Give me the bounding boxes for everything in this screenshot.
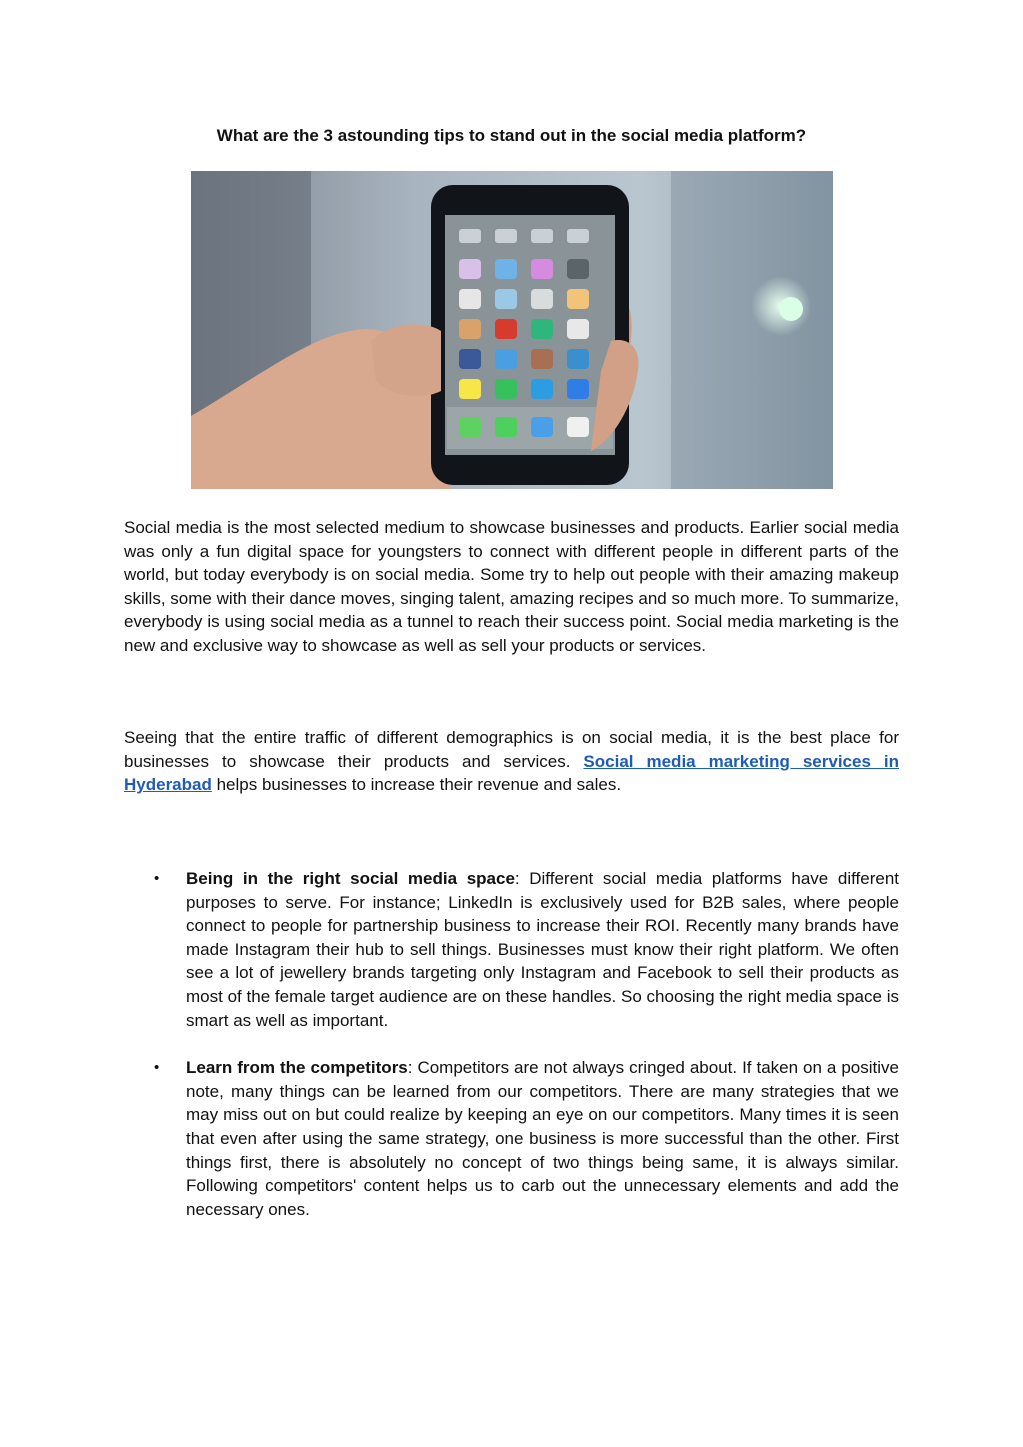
- intro-paragraph: Social media is the most selected medium to showcase businesses and products. Earlier social media was only a fun digital space for youngsters to connect with different people in different parts of the world, but today everybody is on social media. Some try to help out people with their amazing makeup skills, some with their dance moves, singing talent, amazing recipes and so much more. To summarize, everybody is using social media as a tunnel to reach their success point. Social media marketing is the new and exclusive way to showcase as well as sell your products or services.: [124, 518, 899, 655]
- paragraph-text-after-link: helps businesses to increase their revenue and sales.: [211, 775, 622, 795]
- page-title: What are the 3 astounding tips to stand out in the social media platform?: [216, 126, 807, 145]
- social-media-marketing-link[interactable]: Social media marketing services in Hyderabad: [124, 751, 899, 795]
- tip-text: : Competitors are not always cringed about. If taken on a positive note, many things can be learned from our competitors. There are many strategies that we may miss out on but could realize by keeping an eye on our competitors. Many times it is seen that even after using the same strategy, one business is more successful than the other. First things first, there is absolutely no concept of two things being same, it is always similar. Following competitors' content helps us to carb out the unnecessary elements and add the necessary ones.: [186, 1058, 899, 1219]
- paragraph-text-before-link: Seeing that the entire traffic of different demographics is on social media, it is the best place for businesses to showcase their products and services.: [124, 728, 899, 771]
- list-item: [124, 867, 899, 1032]
- tip-heading: Being in the right social media space: [186, 869, 515, 888]
- tip-text: : Different social media platforms have different purposes to serve. For instance; LinkedIn is exclusively used for B2B sales, where people connect to people for partnership business to increase their ROI. Recently many brands have made Instagram their hub to sell things. Businesses must know their right platform. We often see a lot of jewellery brands targeting only Instagram and Facebook to sell their products as most of the female target audience are on these handles. So choosing the right media space is smart as well as important.: [186, 869, 899, 1030]
- tip-heading: Learn from the competitors: [186, 1058, 408, 1078]
- smartphone-photo: [191, 171, 833, 489]
- second-paragraph: [124, 726, 899, 797]
- list-item: [124, 1056, 899, 1221]
- bullet-icon: •: [154, 870, 160, 887]
- tips-list: [124, 867, 899, 1245]
- bullet-icon: •: [154, 1059, 160, 1077]
